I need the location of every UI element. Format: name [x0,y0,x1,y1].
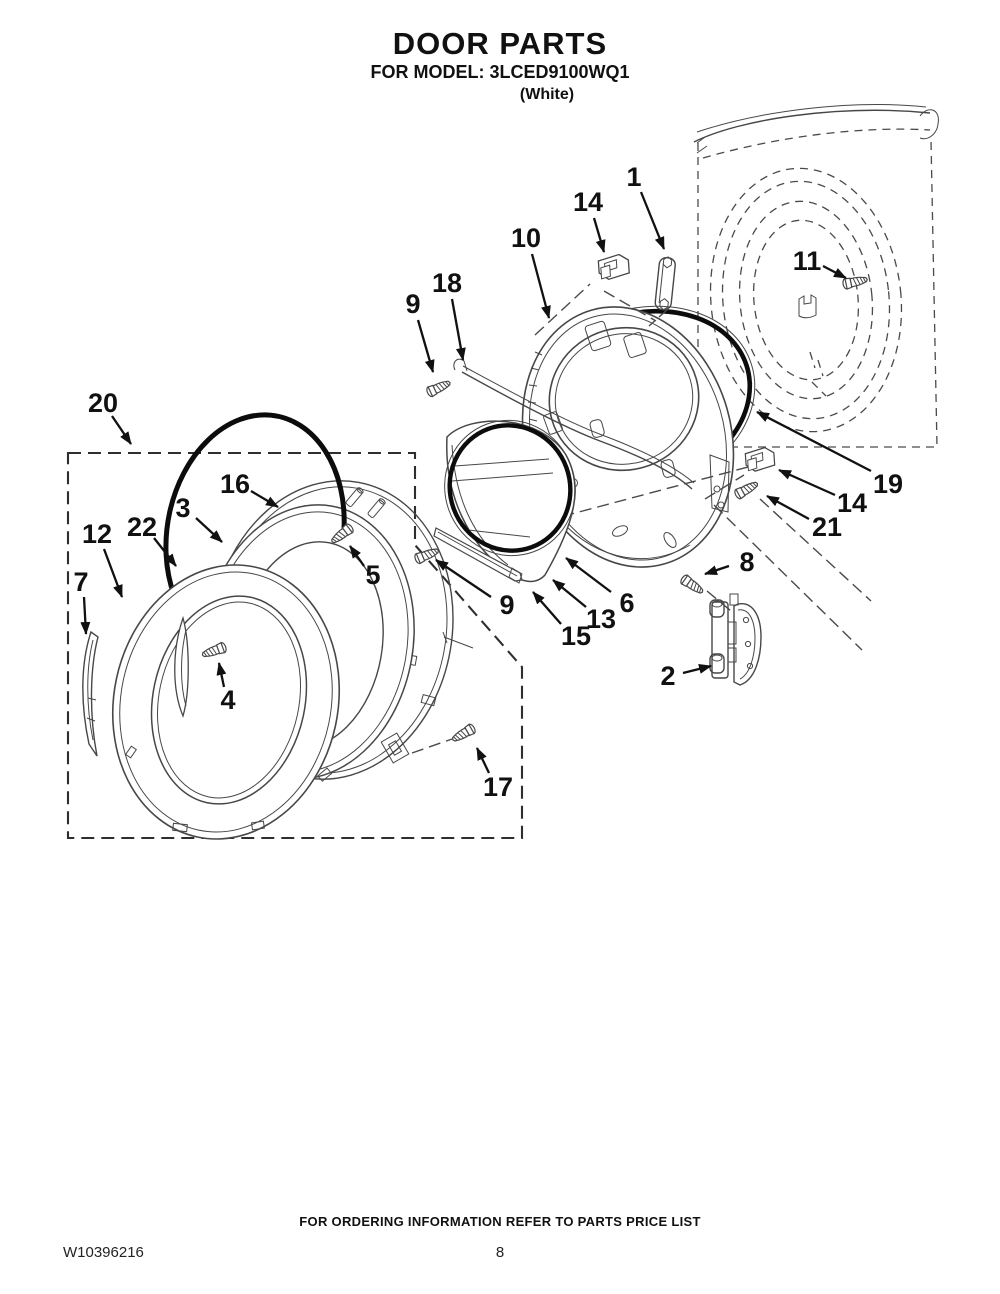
latch-keeper-cutout [799,295,816,318]
callout-number: 9 [499,590,515,620]
callout-arrow [251,491,278,507]
page-title: DOOR PARTS [392,26,608,61]
callout-number: 5 [365,560,381,590]
callout-17 [477,748,513,802]
callout-3 [175,493,222,542]
callout-16 [220,469,278,507]
hinge-filler-plate [655,256,676,310]
callout-number: 13 [585,604,617,634]
document-number: W10396216 [63,1244,144,1261]
callout-number: 6 [619,588,635,618]
callout-20 [88,388,131,444]
callout-19 [757,412,903,499]
color-subtitle: (White) [519,86,575,103]
callout-number: 18 [431,268,463,298]
callout-number: 19 [872,469,904,499]
door-handle [83,632,98,756]
callout-number: 4 [220,685,236,715]
callout-arrow [418,320,433,372]
callout-number: 7 [73,567,89,597]
callout-11 [793,246,846,278]
callout-arrow [779,470,835,495]
callout-arrow [705,566,729,574]
latch-strike-right [745,447,775,472]
callout-number: 9 [405,289,421,319]
callout-number: 2 [660,661,676,691]
callout-21 [767,496,842,542]
callout-number: 12 [81,519,113,549]
callout-arrow [112,416,131,444]
callout-arrow [641,192,664,249]
callout-arrow [477,748,489,773]
callout-arrow [452,299,463,360]
screw-9-top [425,378,452,398]
callout-number: 17 [482,772,514,802]
callout-1 [626,162,664,249]
page-number: 8 [495,1244,505,1261]
callout-number: 14 [572,187,604,217]
callout-arrow [594,218,604,252]
door-hinge [710,594,761,685]
callout-10 [511,223,549,318]
callout-arrow [104,549,122,597]
latch-strike-top [598,254,630,280]
callout-7 [73,567,88,634]
callout-14 [573,187,604,252]
screw-11 [842,274,868,289]
callout-number: 15 [560,621,592,651]
ordering-note: FOR ORDERING INFORMATION REFER TO PARTS PRICE LIST [299,1214,701,1229]
callout-number: 11 [792,246,822,276]
callout-9 [405,289,433,372]
callout-arrow [553,580,586,607]
callout-8 [705,547,755,577]
callout-15 [533,592,591,651]
callout-arrow [84,597,86,634]
callout-number: 10 [510,223,542,253]
callout-number: 16 [219,469,251,499]
callout-number: 14 [836,488,868,518]
callout-arrow [196,518,222,542]
model-subtitle: FOR MODEL: 3LCED9100WQ1 [370,62,630,82]
callout-arrow [683,666,711,673]
callout-number: 22 [126,512,158,542]
screw-21 [733,479,760,500]
callout-arrow [767,496,809,519]
callout-number: 1 [626,162,642,192]
callout-arrow [823,266,846,278]
screw-8 [679,574,705,597]
callout-arrow [532,254,549,318]
callout-number: 20 [87,388,119,418]
screw-17 [450,723,477,744]
callout-number: 8 [739,547,755,577]
callout-number: 21 [811,512,843,542]
callout-arrow [566,558,611,592]
callout-18 [432,268,463,360]
callout-number: 3 [175,493,191,523]
callout-arrow [533,592,561,624]
callout-2 [660,661,711,691]
